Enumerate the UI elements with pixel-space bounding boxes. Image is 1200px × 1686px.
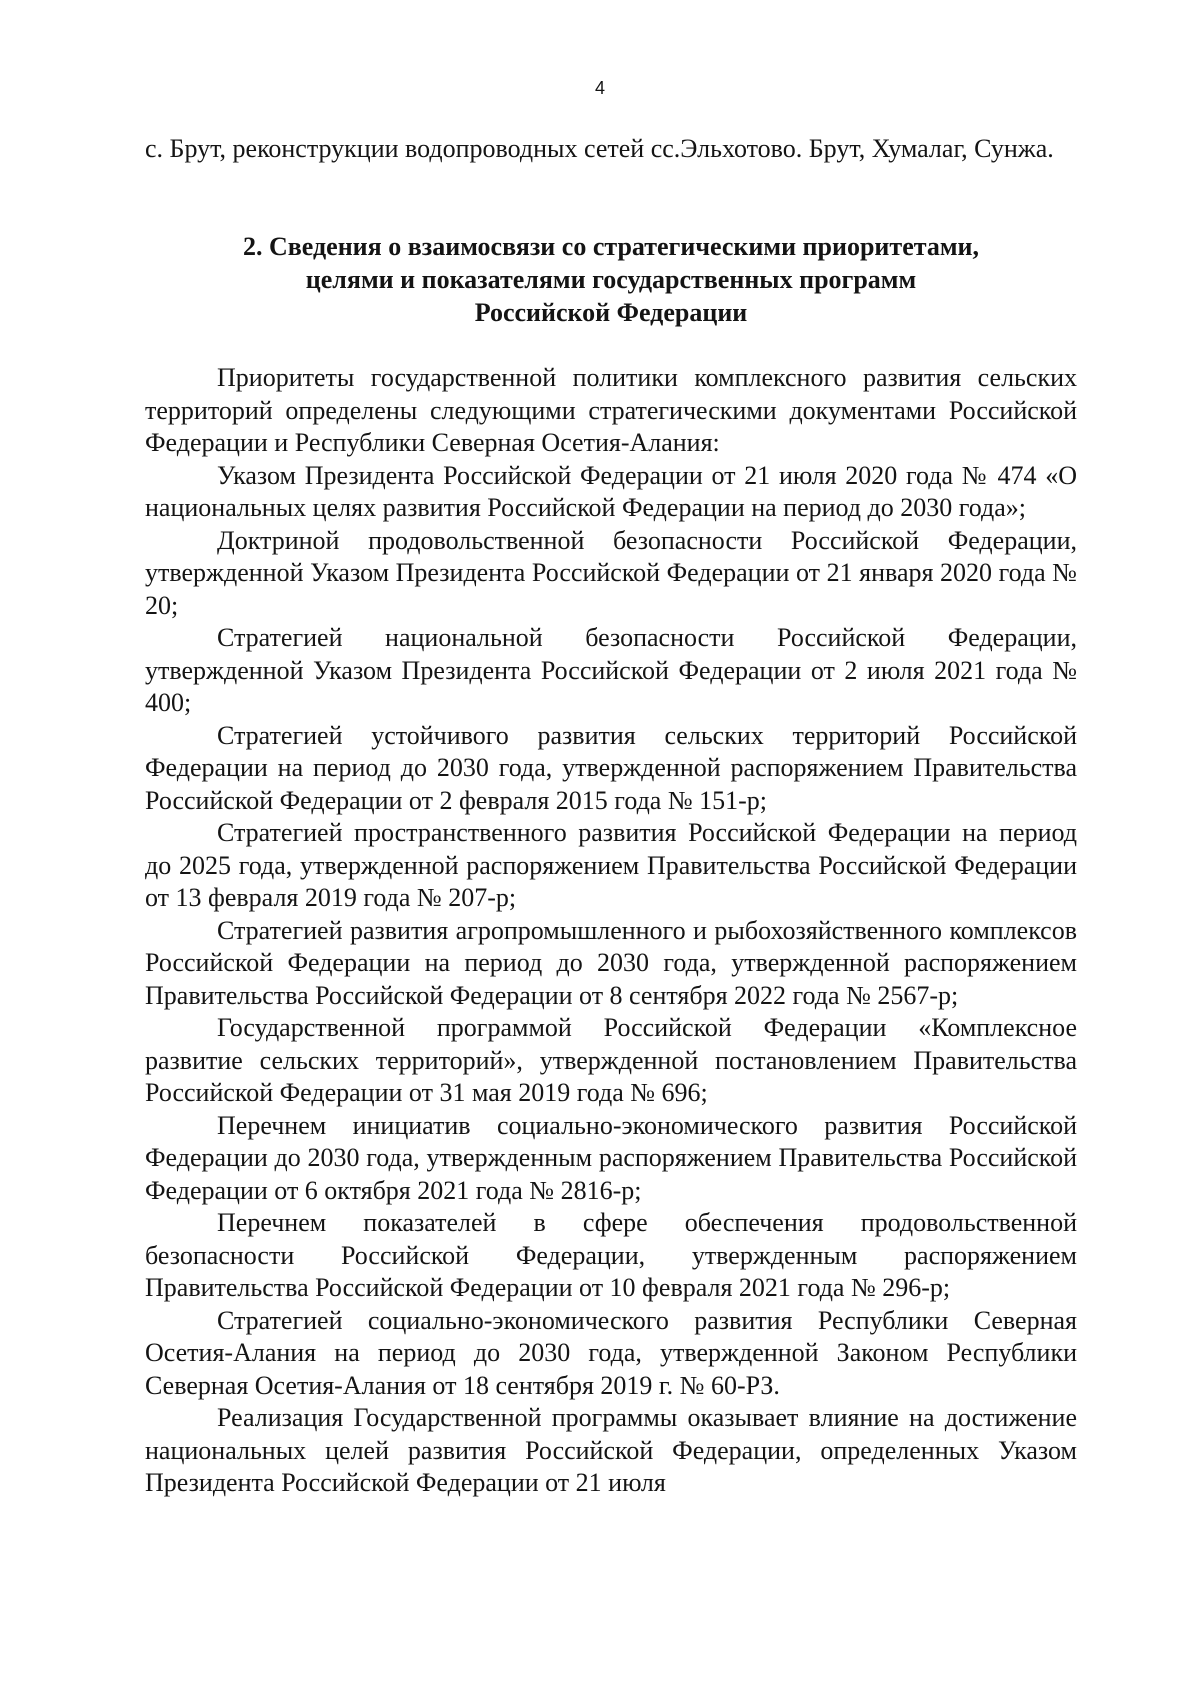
paragraph-spatial-development-strategy: Стратегией пространственного развития Российской Федерации на период до 2025 года, утвержденной распоряжением Правительства Российской Федерации от 13 февраля 2019 года № 207-р; (145, 818, 1077, 912)
page-number: 4 (594, 78, 605, 98)
section-heading (145, 230, 1077, 329)
paragraph-state-program-696: Государственной программой Российской Федерации «Комплексное развитие сельских территорий», утвержденной постановлением Правительства Российской Федерации от 31 мая 2019 года № 696; (145, 1013, 1077, 1107)
section-heading-line-1: 2. Сведения о взаимосвязи со стратегическими приоритетами, (242, 232, 980, 261)
continuation-paragraph: с. Брут, реконструкции водопроводных сетей сс.Эльхотово. Брут, Хумалаг, Сунжа. (145, 134, 1054, 163)
paragraph-priorities-intro: Приоритеты государственной политики комплексного развития сельских территорий определены следующими стратегическими документами Российской Федерации и Республики Северная Осетия-Алания: (145, 363, 1077, 457)
paragraph-national-security-strategy: Стратегией национальной безопасности Российской Федерации, утвержденной Указом Президента Российской Федерации от 2 июля 2021 года № 400; (145, 623, 1077, 717)
paragraph-regional-strategy: Стратегией социально-экономического развития Республики Северная Осетия-Алания на период до 2030 года, утвержденной Законом Республики Северная Осетия-Алания от 18 сентября 2019 г. № 60-РЗ. (145, 1305, 1077, 1400)
paragraph-initiatives-list: Перечнем инициатив социально-экономического развития Российской Федерации до 2030 года, утвержденным распоряжением Правительства Российской Федерации от 6 октября 2021 года № 2816-р; (145, 1110, 1077, 1205)
paragraph-agro-industrial-strategy: Стратегией развития агропромышленного и рыбохозяйственного комплексов Российской Федерации на период до 2030 года, утвержденной распоряжением Правительства Российской Федерации от 8 сентября 2022 года № 2567-р; (145, 915, 1077, 1010)
paragraph-decree-474: Указом Президента Российской Федерации от 21 июля 2020 года № 474 «О национальных целях развития Российской Федерации на период до 2030 года»; (145, 460, 1077, 522)
paragraph-food-security-doctrine: Доктриной продовольственной безопасности Российской Федерации, утвержденной Указом Президента Российской Федерации от 21 января 2020 года № 20; (145, 525, 1077, 620)
section-heading-line-3: Российской Федерации (474, 298, 748, 327)
continuation-block (145, 133, 1077, 166)
paragraph-rural-development-strategy: Стратегией устойчивого развития сельских территорий Российской Федерации на период до 2030 года, утвержденной распоряжением Правительства Российской Федерации от 2 февраля 2015 года № 151-р; (145, 720, 1077, 815)
paragraph-program-implementation: Реализация Государственной программы оказывает влияние на достижение национальных целей развития Российской Федерации, определенных Указом Президента Российской Федерации от 21 июля (145, 1403, 1077, 1497)
paragraph-list (145, 362, 1077, 1500)
section-heading-line-2: целями и показателями государственных программ (305, 265, 917, 294)
paragraph-indicators-list: Перечнем показателей в сфере обеспечения продовольственной безопасности Российской Федерации, утвержденным распоряжением Правительства Российской Федерации от 10 февраля 2021 года № 296-р; (145, 1208, 1077, 1302)
